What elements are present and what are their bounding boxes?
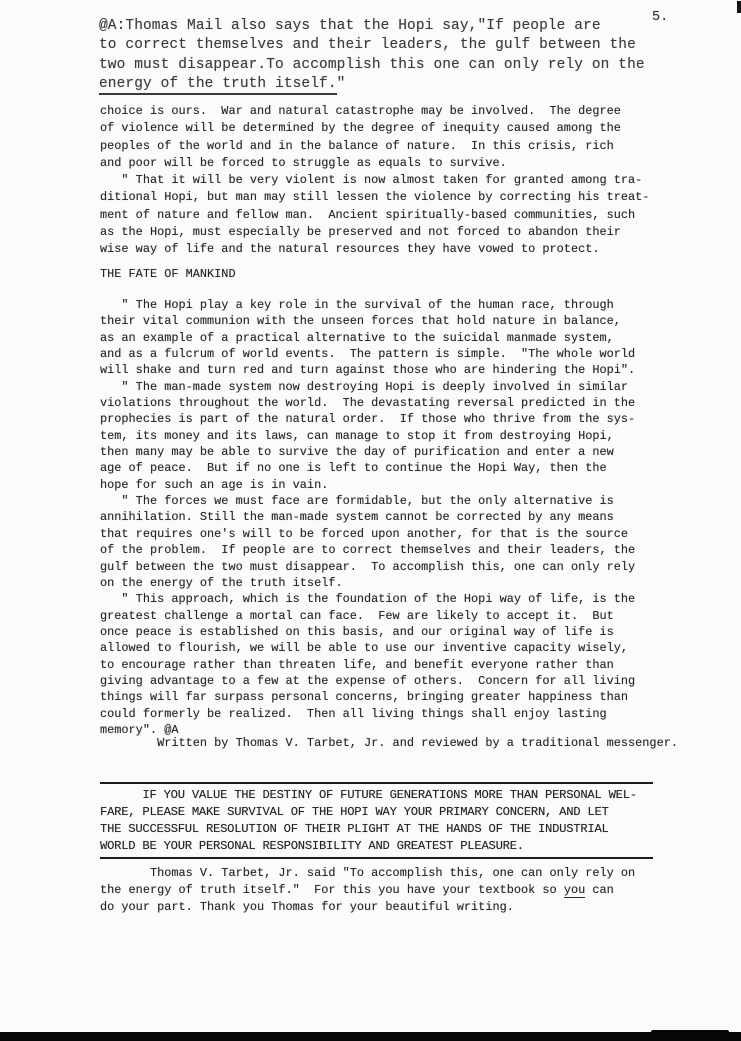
text-line: peoples of the world and in the balance of nature. In this crisis, rich xyxy=(100,138,614,153)
text-line: then many may be able to survive the day of purification and enter a new xyxy=(100,445,614,460)
text-line: things will far surpass personal concerns, bringing greater happiness than xyxy=(100,690,629,705)
text-line: as an example of a practical alternative to the suicidal manmade system, xyxy=(100,330,614,345)
scan-corner-mark xyxy=(737,1,741,13)
text-line: memory". @A xyxy=(100,722,179,737)
text-line: allowed to flourish, we will be able to use our inventive capacity wisely, xyxy=(100,641,629,656)
text-line: " That it will be very violent is now almost taken for granted among tra- xyxy=(100,173,643,187)
text-line: of the problem. If people are to correct themselves and their leaders, the xyxy=(100,543,636,558)
text-line: and poor will be forced to struggle as equals to survive. xyxy=(100,155,507,170)
text-line: once peace is established on this basis, and our original way of life is xyxy=(100,624,614,639)
text-line: prophecies is part of the natural order. If those who thrive from the sys- xyxy=(100,412,636,427)
paragraph xyxy=(100,172,649,258)
paragraph xyxy=(100,493,635,591)
paragraph xyxy=(100,379,635,493)
text-line: do your part. Thank you Thomas for your beautiful writing. xyxy=(100,900,514,915)
body-opening xyxy=(100,103,649,258)
text-line: of violence will be determined by the degree of inequity caused among the xyxy=(100,121,621,136)
text-line: " The Hopi play a key role in the survival of the human race, through xyxy=(100,298,614,312)
text-line: gulf between the two must disappear. To accomplish this, one can only rely xyxy=(100,559,636,574)
text-line: could formerly be realized. Then all living things shall enjoy lasting xyxy=(100,706,607,721)
text-line: to correct themselves and their leaders, the gulf between the xyxy=(99,37,636,54)
text-line: greatest challenge a mortal can face. Few are likely to accept it. But xyxy=(100,608,614,623)
byline: Written by Thomas V. Tarbet, Jr. and reviewed by a traditional messenger. xyxy=(100,736,678,750)
text-line: that requires one's will to be forced upon another, for that is the source xyxy=(100,526,629,541)
paragraph xyxy=(100,591,635,738)
text-line: WORLD BE YOUR PERSONAL RESPONSIBILITY AND GREATEST PLEASURE. xyxy=(100,838,524,853)
text-line: the energy of truth itself." For this you have your textbook so you can xyxy=(100,883,614,898)
text-line: tem, its money and its laws, can manage to stop it from destroying Hopi, xyxy=(100,428,614,443)
paragraph-continued xyxy=(100,103,649,172)
page-number: 5. xyxy=(652,10,669,25)
text-line: ditional Hopi, but man may still lessen the violence by correcting his treat- xyxy=(100,190,650,205)
text-line: hope for such an age is in vain. xyxy=(100,477,329,492)
callout-box xyxy=(100,782,653,859)
text-line: choice is ours. War and natural catastrophe may be involved. The degree xyxy=(100,104,621,118)
text-line: THE SUCCESSFUL RESOLUTION OF THEIR PLIGHT AT THE HANDS OF THE INDUSTRIAL xyxy=(100,821,609,836)
text-line: two must disappear.To accomplish this one can only rely on the xyxy=(99,56,645,73)
text-line: " The man-made system now destroying Hopi is deeply involved in similar xyxy=(100,379,629,394)
text-line: " The forces we must face are formidable, but the only alternative is xyxy=(100,494,614,509)
text-line: ment of nature and fellow man. Ancient spiritually-based communities, such xyxy=(100,207,636,222)
closing-paragraph xyxy=(100,865,635,917)
text-line: wise way of life and the natural resources they have vowed to protect. xyxy=(100,242,600,256)
paragraph xyxy=(100,297,635,379)
scan-artifact-bar xyxy=(0,1032,741,1041)
text-line: annihilation. Still the man-made system cannot be corrected by any means xyxy=(100,510,614,525)
annotation-block xyxy=(99,17,645,95)
text-line: violations throughout the world. The devastating reversal predicted in the xyxy=(100,396,636,411)
text-line: FARE, PLEASE MAKE SURVIVAL OF THE HOPI WAY YOUR PRIMARY CONCERN, AND LET xyxy=(100,804,609,819)
text-line: giving advantage to a few at the expense of others. Concern for all living xyxy=(100,673,636,688)
text-line: IF YOU VALUE THE DESTINY OF FUTURE GENERATIONS MORE THAN PERSONAL WEL- xyxy=(100,788,637,802)
text-line: will shake and turn red and turn against those who are hindering the Hopi". xyxy=(100,363,636,378)
text-line: energy of the truth itself." xyxy=(99,75,645,94)
text-line: as the Hopi, must especially be preserved and not forced to abandon their xyxy=(100,224,621,239)
underlined-text: energy of the truth itself. xyxy=(99,76,337,95)
text-line: on the energy of the truth itself. xyxy=(100,575,343,590)
text-line: " This approach, which is the foundation of the Hopi way of life, is the xyxy=(100,592,636,607)
body-main xyxy=(100,297,635,738)
text-line: their vital communion with the unseen forces that hold nature in balance, xyxy=(100,314,621,329)
text-line: to encourage rather than threaten life, and benefit everyone rather than xyxy=(100,657,614,672)
text-line: and as a fulcrum of world events. The pattern is simple. "The whole world xyxy=(100,347,636,362)
text-line: Thomas V. Tarbet, Jr. said "To accomplish this, one can only rely on xyxy=(100,866,636,880)
section-heading: THE FATE OF MANKIND xyxy=(100,267,236,281)
text-line: @A:Thomas Mail also says that the Hopi say,"If people are xyxy=(99,18,601,34)
text-line: age of peace. But if no one is left to continue the Hopi Way, then the xyxy=(100,461,607,476)
underlined-text: you xyxy=(563,883,586,898)
